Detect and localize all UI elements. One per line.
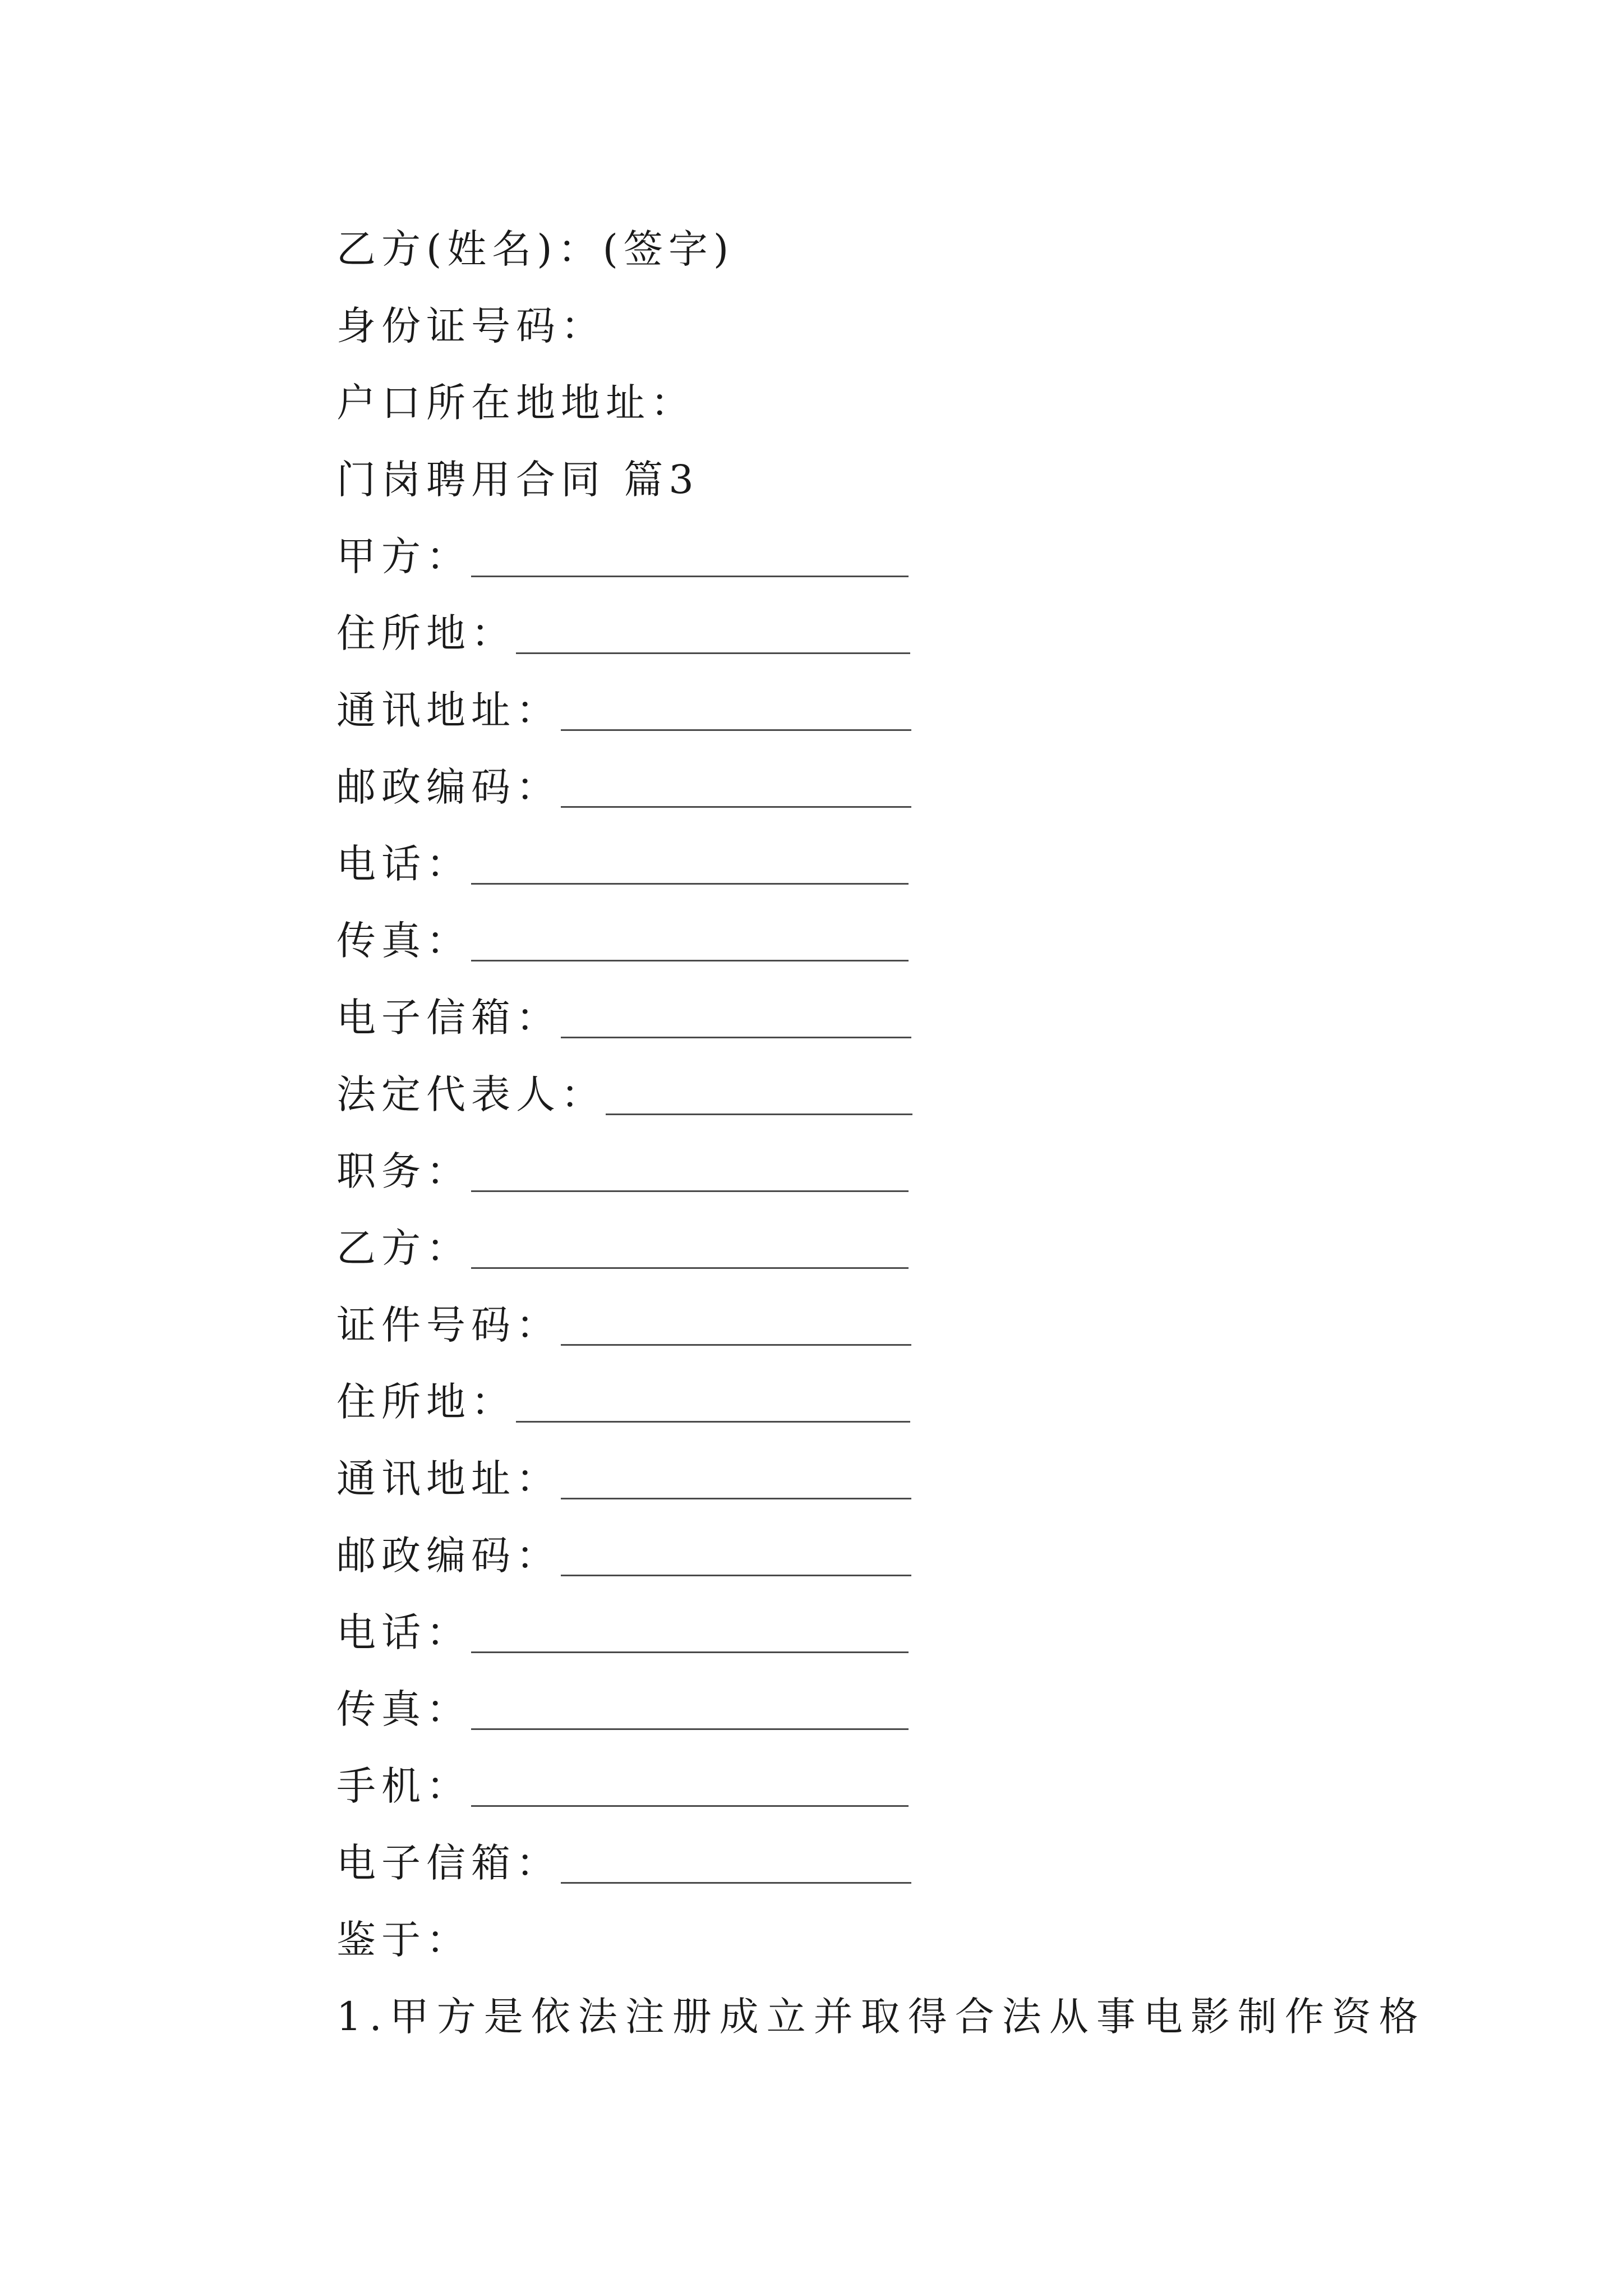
party-b-postal-code-blank[interactable]	[561, 1541, 911, 1576]
party-a-postal-code-line	[336, 746, 1458, 822]
party-a-email-label: 电子信箱：	[336, 995, 561, 1041]
party-a-residence-blank[interactable]	[516, 619, 910, 654]
party-a-email-blank[interactable]	[561, 1003, 911, 1038]
party-a-phone-label: 电话：	[336, 841, 471, 887]
party-b-id-number-blank[interactable]	[561, 1310, 911, 1346]
party-b-email-blank[interactable]	[561, 1848, 911, 1884]
party-a-phone-blank[interactable]	[471, 849, 909, 885]
party-b-residence-label: 住所地：	[336, 1379, 516, 1425]
party-b-mobile-blank[interactable]	[471, 1772, 909, 1807]
party-b-phone-blank[interactable]	[471, 1618, 909, 1653]
id-number-line	[336, 284, 1458, 361]
party-b-mobile-label: 手机：	[336, 1763, 471, 1809]
party-b-line	[336, 1207, 1458, 1283]
party-a-fax-line	[336, 899, 1458, 976]
party-a-label: 甲方：	[336, 533, 471, 579]
party-b-label: 乙方：	[336, 1225, 471, 1271]
party-a-email-line	[336, 976, 1458, 1053]
party-b-mailing-address-label: 通讯地址：	[336, 1456, 561, 1502]
party-a-position-label: 职务：	[336, 1148, 471, 1194]
party-b-blank[interactable]	[471, 1234, 909, 1269]
party-a-postal-code-blank[interactable]	[561, 772, 911, 808]
party-b-postal-code-line	[336, 1514, 1458, 1591]
whereas-item-1: 1.甲方是依法注册成立并取得合法从事电影制作资格	[336, 1994, 1426, 2040]
party-a-fax-blank[interactable]	[471, 926, 909, 961]
party-a-position-blank[interactable]	[471, 1157, 909, 1192]
party-b-mobile-line	[336, 1745, 1458, 1821]
section-title-text: 门岗聘用合同 篇3	[336, 457, 699, 503]
party-a-legal-rep-line	[336, 1053, 1458, 1130]
party-b-email-label: 电子信箱：	[336, 1840, 561, 1886]
party-a-legal-rep-blank[interactable]	[606, 1080, 912, 1115]
party-b-mailing-address-blank[interactable]	[561, 1464, 911, 1499]
party-b-fax-line	[336, 1668, 1458, 1745]
party-a-mailing-address-blank[interactable]	[561, 696, 911, 731]
party-b-residence-blank[interactable]	[516, 1387, 910, 1423]
party-a-blank[interactable]	[471, 542, 909, 577]
party-a-residence-label: 住所地：	[336, 610, 516, 656]
contract-page	[336, 208, 1458, 2052]
party-a-mailing-address-line	[336, 669, 1458, 746]
section-title	[336, 438, 1458, 515]
party-a-mailing-address-label: 通讯地址：	[336, 687, 561, 733]
party-b-signature-label: 乙方(姓名)：(签字)	[336, 226, 735, 272]
hukou-address-line	[336, 361, 1458, 438]
whereas-item-1-line	[336, 1975, 1458, 2052]
party-a-postal-code-label: 邮政编码：	[336, 764, 561, 810]
party-b-id-number-line	[336, 1283, 1458, 1360]
whereas-heading: 鉴于：	[336, 1917, 471, 1963]
party-a-line	[336, 515, 1458, 592]
party-b-postal-code-label: 邮政编码：	[336, 1533, 561, 1579]
party-b-email-line	[336, 1821, 1458, 1898]
party-a-fax-label: 传真：	[336, 918, 471, 964]
party-a-position-line	[336, 1130, 1458, 1207]
party-b-phone-line	[336, 1591, 1458, 1668]
party-b-mailing-address-line	[336, 1437, 1458, 1514]
id-number-label: 身份证号码：	[336, 303, 606, 349]
hukou-address-label: 户口所在地地址：	[336, 380, 695, 426]
party-b-fax-label: 传真：	[336, 1686, 471, 1732]
party-b-residence-line	[336, 1360, 1458, 1437]
party-a-phone-line	[336, 822, 1458, 899]
party-b-phone-label: 电话：	[336, 1609, 471, 1655]
party-b-id-number-label: 证件号码：	[336, 1302, 561, 1348]
party-b-fax-blank[interactable]	[471, 1695, 909, 1730]
party-b-signature-line	[336, 208, 1458, 284]
party-a-residence-line	[336, 592, 1458, 669]
whereas-heading-line	[336, 1898, 1458, 1975]
party-a-legal-rep-label: 法定代表人：	[336, 1071, 606, 1117]
